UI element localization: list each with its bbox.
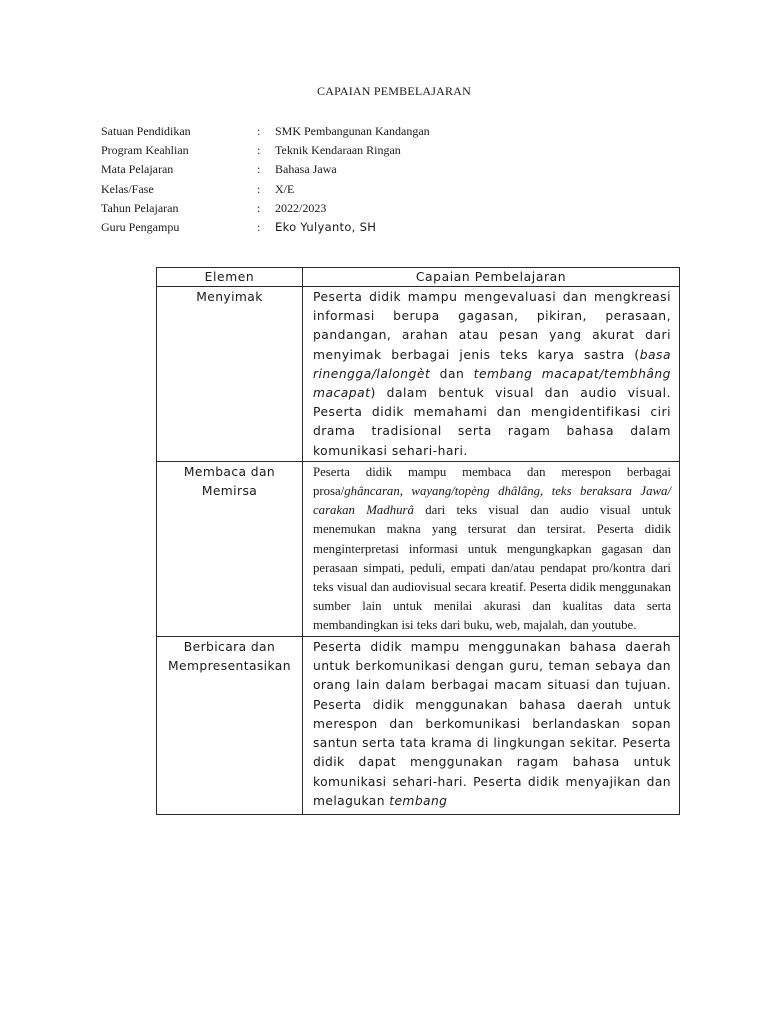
- element-cell: Menyimak: [157, 287, 303, 462]
- outcome-text: Peserta didik mampu menggunakan bahasa daerah untuk berkomunikasi dengan guru, teman sebaya dan orang lain dalam berbagai macam situasi dan tujuan. Peserta didik menggunakan bahasa daerah untuk merespon dan berkomunikasi berlandaskan sopan santun serta tata krama di lingkungan sekitar. Peserta didik dapat menggunakan ragam bahasa untuk komunikasi sehari-hari. Peserta didik menyajikan dan melagukan: [313, 639, 671, 809]
- outcome-italic: tembang: [389, 794, 448, 809]
- info-colon: :: [257, 143, 261, 158]
- info-block: [101, 122, 430, 237]
- table-row: [157, 287, 680, 462]
- table-row: [157, 461, 680, 636]
- outcome-cell: [303, 287, 680, 462]
- outcome-cell: [303, 461, 680, 636]
- info-colon: :: [257, 124, 261, 138]
- info-label: Satuan Pendidikan: [101, 124, 191, 138]
- table-header-row: [157, 268, 680, 287]
- element-cell: Membaca dan Memirsa: [157, 461, 303, 636]
- info-row-subject: [101, 160, 430, 179]
- outcome-italic: ghâncaran, wayang/topèng dhâlâng, teks beraksara Jawa/ carakan Madhurâ: [313, 484, 671, 518]
- info-value: 2022/2023: [275, 200, 327, 215]
- outcome-italic: basa rinengga/lalongèt: [313, 347, 671, 381]
- outcome-italic: tembang macapat/tembhâng macapat: [313, 366, 671, 401]
- info-row-class: [101, 180, 430, 199]
- info-value: Bahasa Jawa: [275, 162, 337, 177]
- info-label: Program Keahlian: [101, 143, 189, 158]
- column-header-outcome: Capaian Pembelajaran: [303, 268, 680, 287]
- table-row: [157, 636, 680, 815]
- info-colon: :: [257, 181, 261, 196]
- info-label: Kelas/Fase: [101, 181, 154, 196]
- outcome-text: dari teks visual dan audio visual untuk menemukan makna yang tersurat dan tersirat. Peserta didik menginterpretasi informasi untuk mengungkapkan gagasan dan perasaan simpati, peduli, empati dan/atau pendapat pro/kontra dari teks visual dan audiovisual secara kreatif. Peserta didik menggunakan sumber lain untuk menilai akurasi dan kualitas data serta membandingkan isi teks dari buku, web, majalah, dan youtube.: [313, 503, 671, 633]
- info-colon: :: [257, 162, 261, 177]
- info-row-year: [101, 199, 430, 218]
- outcome-text: Peserta didik mampu membaca dan merespon berbagai prosa/: [313, 464, 671, 499]
- learning-outcomes-table: [156, 267, 680, 815]
- column-header-element: Elemen: [157, 268, 303, 287]
- outcome-text: ) dalam bentuk visual dan audio visual. Peserta didik memahami dan mengidentifikasi ciri drama tradisional serta ragam bahasa dalam komunikasi sehari-hari.: [313, 386, 671, 458]
- element-cell: Berbicara dan Mempresentasikan: [157, 636, 303, 815]
- info-label: Guru Pengampu: [101, 219, 180, 234]
- info-colon: :: [257, 219, 261, 234]
- info-value: SMK Pembangunan Kandangan: [275, 124, 430, 138]
- info-value: Teknik Kendaraan Ringan: [275, 143, 401, 158]
- info-row-teacher: [101, 218, 430, 237]
- page-title: CAPAIAN PEMBELAJARAN: [317, 84, 471, 98]
- outcome-cell: [303, 636, 680, 815]
- outcome-text: Peserta didik mampu mengevaluasi dan mengkreasi informasi berupa gagasan, pikiran, perasaan, pandangan, arahan atau pesan yang akurat dari menyimak berbagai jenis teks karya sastra (: [313, 290, 671, 362]
- page-cut: [313, 811, 671, 814]
- info-value: Eko Yulyanto, SH: [275, 219, 377, 234]
- outcome-text: dan: [430, 366, 474, 381]
- info-colon: :: [257, 200, 261, 215]
- info-value: X/E: [275, 181, 295, 196]
- info-row-program: [101, 141, 430, 160]
- info-label: Mata Pelajaran: [101, 162, 174, 177]
- info-label: Tahun Pelajaran: [101, 200, 179, 215]
- info-row-school: [101, 122, 430, 141]
